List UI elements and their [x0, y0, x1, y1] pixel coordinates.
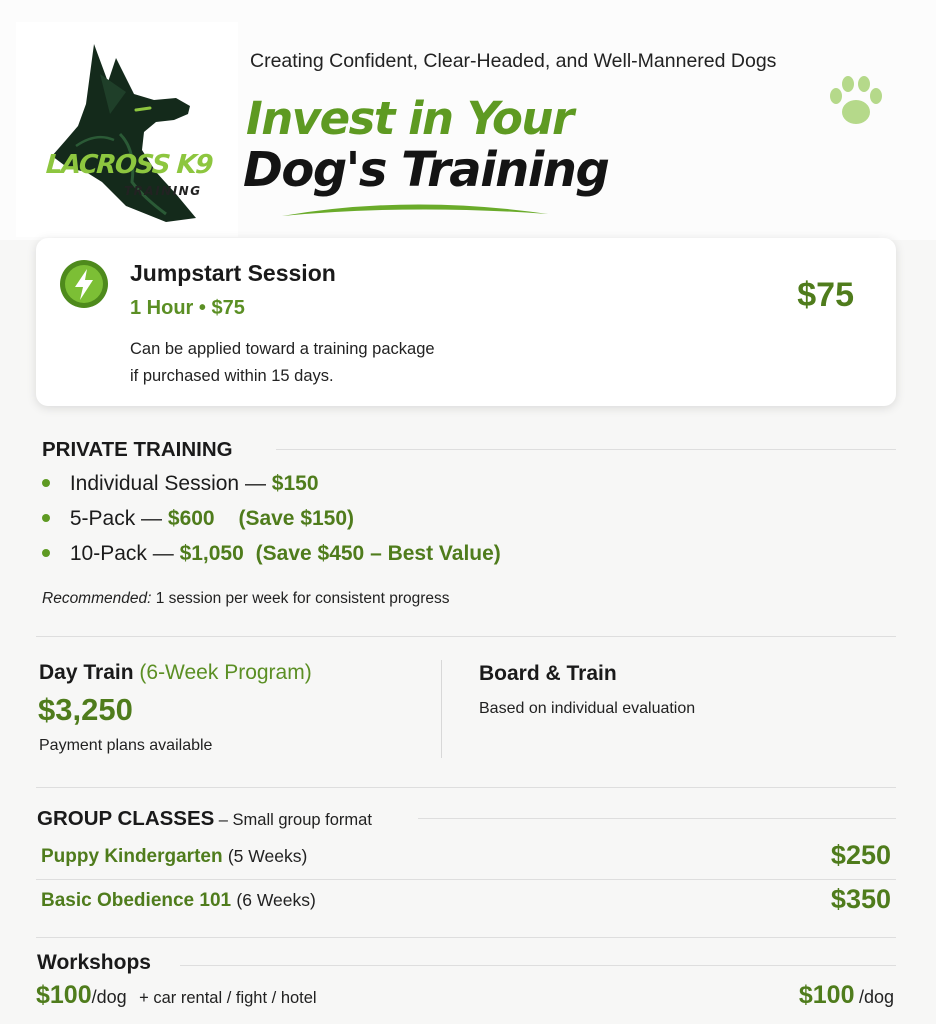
table-row: [41, 886, 891, 920]
jumpstart-desc-line-2: if purchased within 15 days.: [130, 367, 334, 385]
bullet-icon: [42, 479, 50, 487]
logo-subtitle: TRAINING: [124, 184, 202, 198]
section-divider: [36, 787, 896, 788]
item-savings: (Save $450 – Best Value): [255, 542, 501, 565]
jumpstart-price: $75: [797, 276, 854, 314]
list-item: [40, 507, 501, 542]
jumpstart-title: Jumpstart Session: [130, 260, 336, 286]
lightning-bolt-icon: [58, 258, 110, 310]
item-name: Individual Session —: [69, 472, 266, 495]
jumpstart-description: [130, 336, 530, 390]
private-training-list: [40, 472, 501, 577]
bullet-icon: [42, 549, 50, 557]
board-train-title: Board & Train: [479, 662, 617, 685]
day-train-program: (6-Week Program): [139, 661, 312, 684]
day-train-name: Day Train: [39, 661, 134, 684]
day-train-note: Payment plans available: [39, 737, 213, 754]
paw-print-icon: [826, 74, 886, 130]
group-classes-subtitle: – Small group format: [218, 811, 372, 829]
section-divider: [36, 636, 896, 637]
logo-wordmark: LACROSS K9: [44, 150, 213, 180]
row-divider: [36, 879, 896, 880]
tagline: Creating Confident, Clear-Headed, and Well-Mannered Dogs: [250, 50, 777, 72]
jumpstart-card: [36, 238, 896, 406]
workshops-title: Workshops: [37, 951, 151, 974]
class-price: $350: [830, 884, 891, 914]
recommendation-label: Recommended:: [42, 590, 152, 607]
section-divider: [36, 937, 896, 938]
workshop-unit: /dog: [858, 987, 894, 1007]
jumpstart-subtitle: 1 Hour • $75: [130, 297, 245, 319]
item-price: $600: [167, 507, 215, 530]
item-savings: (Save $150): [238, 507, 355, 530]
class-duration: (6 Weeks): [236, 890, 316, 910]
workshop-price-travel: [36, 981, 317, 1010]
page-header: [0, 0, 936, 240]
item-price: $1,050: [179, 542, 244, 565]
list-item: [40, 472, 501, 507]
class-title: Puppy Kindergarten: [41, 846, 223, 867]
table-row: [41, 842, 891, 876]
board-train-note: Based on individual evaluation: [479, 700, 696, 717]
swoosh-underline-icon: [280, 198, 550, 220]
class-duration: (5 Weeks): [227, 846, 308, 866]
class-price: $250: [830, 840, 891, 870]
column-divider: [441, 660, 442, 758]
bullet-icon: [42, 514, 50, 522]
item-name: 10-Pack —: [69, 542, 174, 565]
workshop-unit: /dog: [91, 987, 127, 1007]
workshops-rule: [180, 965, 896, 966]
hero-title-line-2: Dog's Training: [243, 142, 609, 198]
list-item: [40, 542, 501, 577]
german-shepherd-logo-icon: [16, 22, 238, 237]
workshop-price: $100: [36, 981, 92, 1009]
private-training-heading: PRIVATE TRAINING: [42, 438, 233, 461]
workshop-price: $100: [798, 981, 855, 1009]
jumpstart-desc-line-1: Can be applied toward a training package: [130, 340, 435, 358]
group-classes-title: GROUP CLASSES: [37, 807, 215, 830]
class-title: Basic Obedience 101: [41, 890, 232, 911]
recommendation-note: [42, 590, 450, 608]
private-training-rule: [276, 449, 896, 450]
day-train-title: [39, 661, 312, 685]
workshop-price-local: [799, 981, 894, 1010]
brand-logo: [16, 22, 238, 237]
group-classes-rule: [418, 818, 896, 819]
day-train-price: $3,250: [38, 692, 133, 727]
workshop-extra: + car rental / fight / hotel: [139, 989, 317, 1007]
group-classes-heading: [37, 807, 372, 831]
class-name: [41, 846, 307, 868]
item-name: 5-Pack —: [69, 507, 163, 530]
item-price: $150: [271, 472, 319, 495]
hero-title-line-1: Invest in Your: [246, 92, 573, 145]
class-name: [41, 890, 316, 912]
recommendation-text: 1 session per week for consistent progress: [155, 590, 450, 607]
